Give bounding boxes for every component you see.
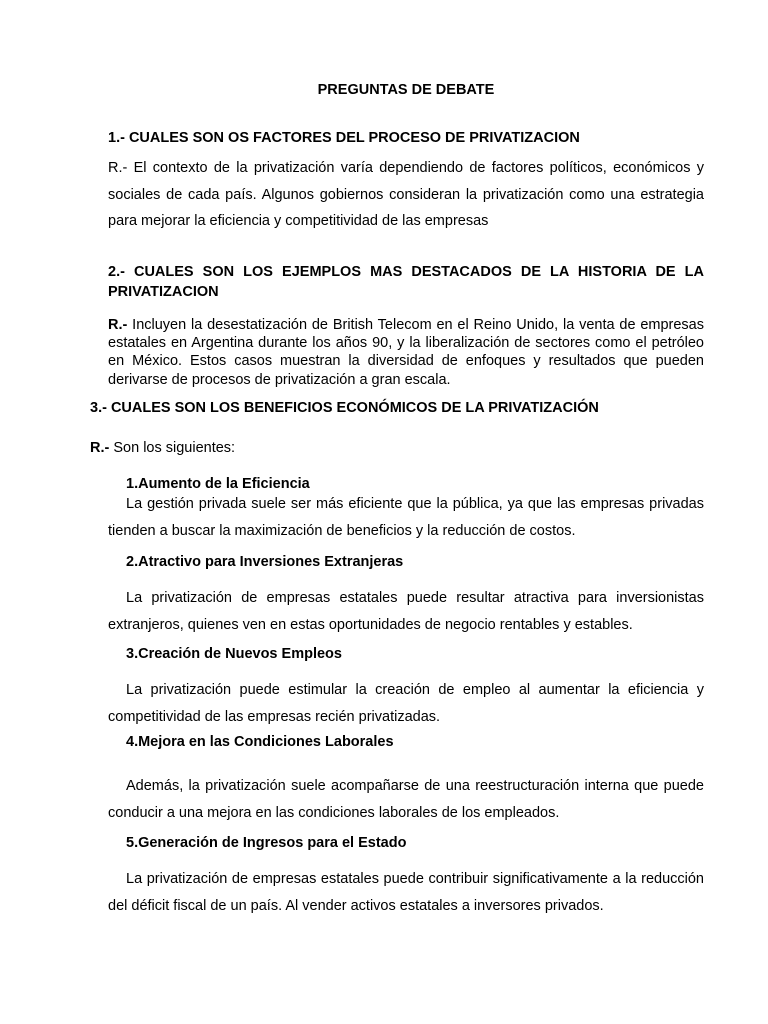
benefit-1-text: La gestión privada suele ser más eficiente que la pública, ya que las empresas privadas tienden a buscar la maximización de beneficios y la reducción de costos. <box>108 496 704 539</box>
benefit-2-text: La privatización de empresas estatales puede resultar atractiva para inversionistas extranjeros, quienes ven en estas oportunidades de negocio rentables y estables. <box>108 590 704 633</box>
question-1-answer: R.- El contexto de la privatización varía dependiendo de factores políticos, económicos y sociales de cada país. Algunos gobiernos consideran la privatización como una estrategia para mejorar la eficiencia y competitividad de las empresas <box>108 160 704 229</box>
question-3-answer-intro <box>90 440 235 456</box>
benefit-1-title: 1.Aumento de la Eficiencia <box>126 476 310 492</box>
question-3-heading: 3.- CUALES SON LOS BENEFICIOS ECONÓMICOS DE LA PRIVATIZACIÓN <box>90 400 599 416</box>
benefit-3-title: 3.Creación de Nuevos Empleos <box>126 646 342 662</box>
question-1-heading: 1.- CUALES SON OS FACTORES DEL PROCESO DE PRIVATIZACION <box>108 130 580 146</box>
benefit-5-title: 5.Generación de Ingresos para el Estado <box>126 835 407 851</box>
question-2-answer-text: Incluyen la desestatización de British Telecom en el Reino Unido, la venta de empresas estatales en Argentina durante los años 90, y la liberalización de sectores como el petróleo en México. Estos casos muestran la diversidad de enfoques y resultados que pueden derivarse de procesos de privatización a gran escala. <box>108 317 704 388</box>
answer-prefix: R.- <box>108 317 128 333</box>
benefit-3-text: La privatización puede estimular la creación de empleo al aumentar la eficiencia y competitividad de las empresas recién privatizadas. <box>108 682 704 725</box>
benefit-4-title: 4.Mejora en las Condiciones Laborales <box>126 734 394 750</box>
question-2-answer <box>108 316 704 389</box>
document-title: PREGUNTAS DE DEBATE <box>317 82 495 98</box>
question-2-heading: 2.- CUALES SON LOS EJEMPLOS MAS DESTACADOS DE LA HISTORIA DE LA PRIVATIZACION <box>108 264 704 300</box>
benefit-4-text: Además, la privatización suele acompañarse de una reestructuración interna que puede conducir a una mejora en las condiciones laborales de los empleados. <box>108 778 704 821</box>
answer-prefix: R.- <box>90 440 110 456</box>
answer-intro-text: Son los siguientes: <box>109 440 236 456</box>
benefit-5-text: La privatización de empresas estatales puede contribuir significativamente a la reducción del déficit fiscal de un país. Al vender activos estatales a inversores privados. <box>108 871 704 914</box>
benefit-2-title: 2.Atractivo para Inversiones Extranjeras <box>126 554 404 570</box>
